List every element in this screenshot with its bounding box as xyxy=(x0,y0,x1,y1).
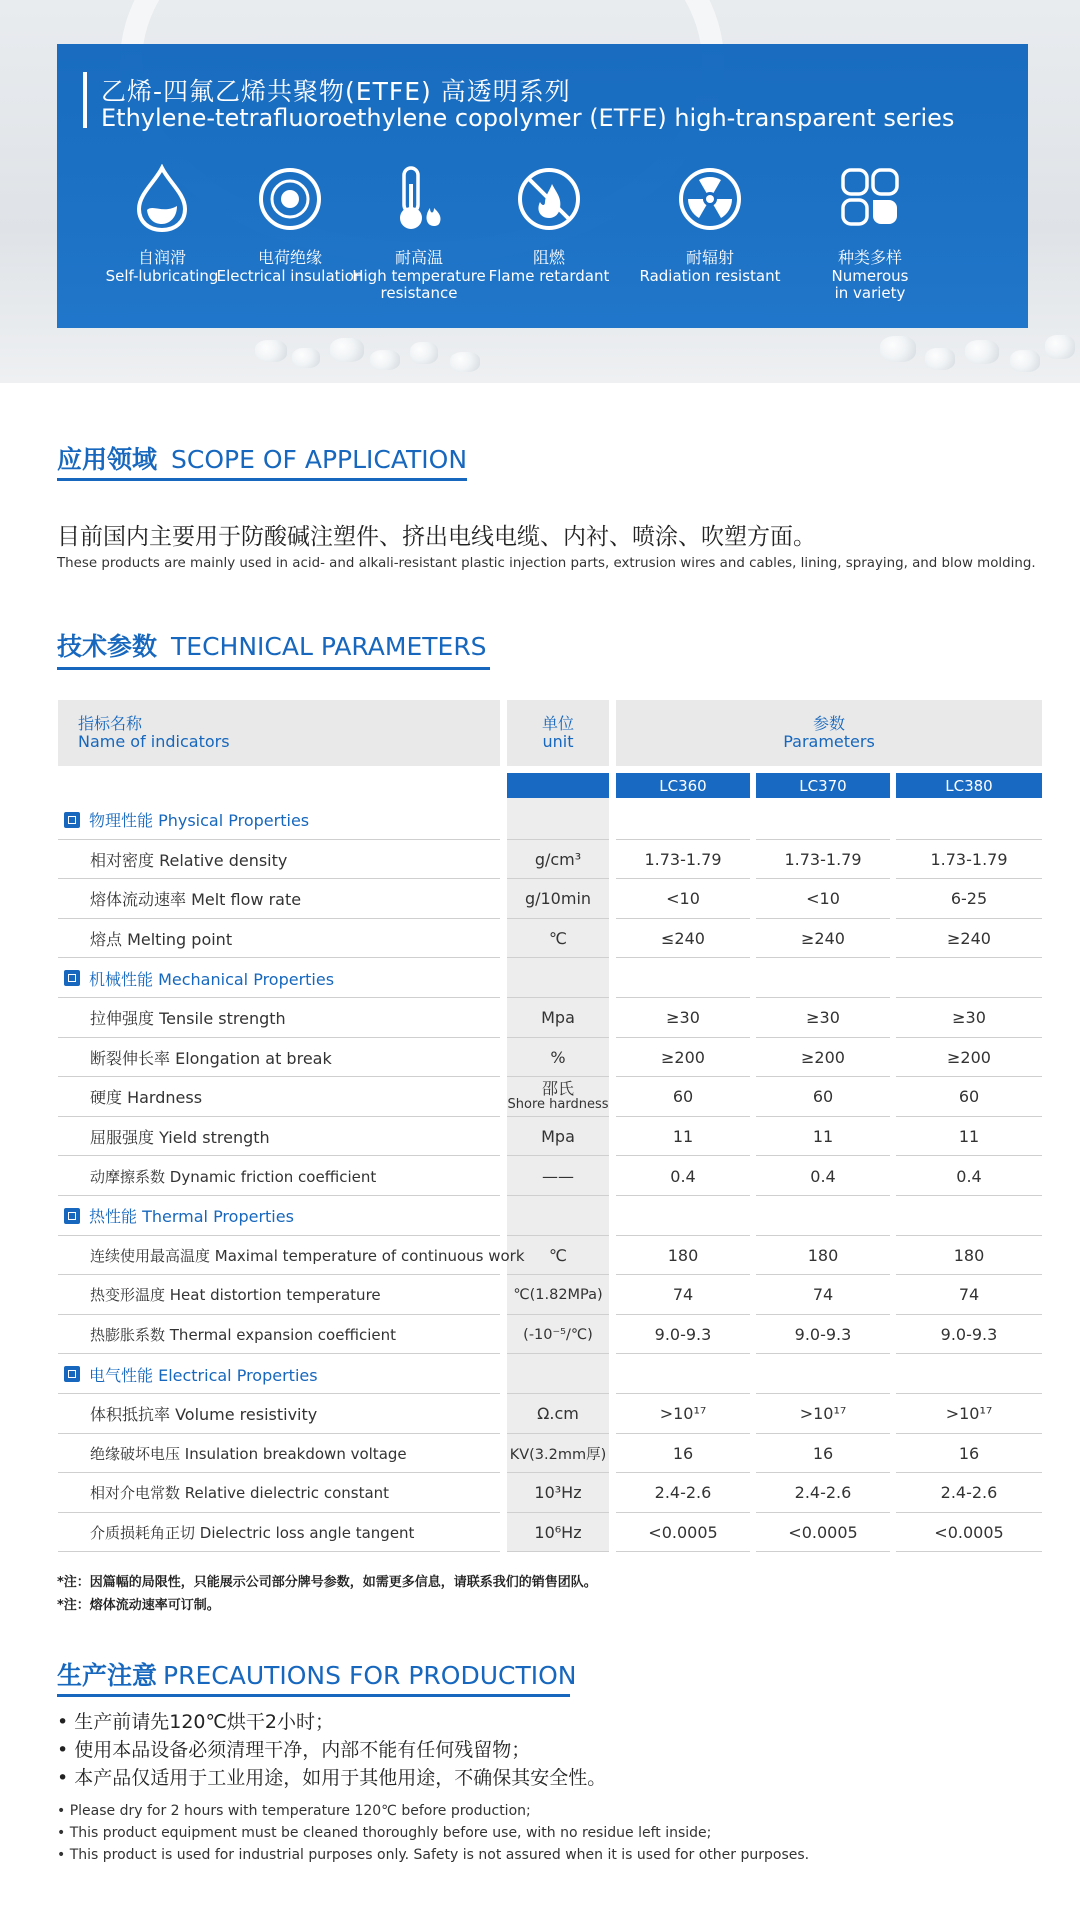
value-cell-lc380: 16 xyxy=(958,1443,980,1463)
feature-label-en: High temperature resistance xyxy=(352,267,486,302)
tech-title-en: TECHNICAL PARAMETERS xyxy=(171,632,487,661)
precaution-item-cn: • 使用本品设备必须清理干净，内部不能有任何残留物； xyxy=(57,1739,531,1761)
unit-cell: 10³Hz xyxy=(534,1483,582,1503)
no-fire-icon xyxy=(514,164,584,234)
value-cell-lc380: 60 xyxy=(958,1087,980,1107)
pellet xyxy=(255,340,287,362)
parameter-name: 熔点 Melting point xyxy=(90,930,233,950)
value-cell-lc380: 180 xyxy=(953,1245,985,1265)
prec-title-cn: 生产注意 xyxy=(57,1661,158,1690)
value-cell-lc360: >10¹⁷ xyxy=(659,1404,707,1424)
unit-cell: —— xyxy=(542,1166,574,1186)
insulation-icon xyxy=(255,164,325,234)
value-cell-lc380: 1.73-1.79 xyxy=(930,849,1008,869)
unit-cell: Mpa xyxy=(541,1127,575,1147)
value-cell-lc380: 11 xyxy=(958,1127,980,1147)
thermometer-flame-icon xyxy=(384,164,454,234)
precaution-item-cn: • 本产品仅适用于工业用途，如用于其他用途，不确保其安全性。 xyxy=(57,1767,607,1789)
feature-label-en: Numerous in variety xyxy=(831,267,909,302)
unit-cell: (-10⁻⁵/℃) xyxy=(523,1326,593,1343)
feature-list xyxy=(57,164,1028,324)
parameter-name: 热变形温度 Heat distortion temperature xyxy=(90,1286,381,1305)
header-params-en: Parameters xyxy=(783,732,875,751)
value-cell-lc360: 74 xyxy=(672,1285,694,1305)
value-cell-lc370: 2.4-2.6 xyxy=(794,1483,852,1503)
value-cell-lc380: 6-25 xyxy=(950,889,988,909)
grade-tab-lc370: LC370 xyxy=(756,773,890,798)
pellet xyxy=(370,350,400,370)
category-icon xyxy=(64,1366,80,1382)
header-unit-cn: 单位 xyxy=(541,714,574,733)
parameter-name: 介质损耗角正切 Dielectric loss angle tangent xyxy=(90,1524,415,1543)
scope-text-cn: 目前国内主要用于防酸碱注塑件、挤出电线电缆、内衬、喷涂、吹塑方面。 xyxy=(57,524,816,550)
value-cell-lc360: ≤240 xyxy=(661,929,705,949)
unit-cell: % xyxy=(550,1047,566,1067)
unit-cell xyxy=(507,1077,609,1117)
parameter-name: 连续使用最高温度 Maximal temperature of continuous work xyxy=(90,1246,525,1265)
feature-label-cn: 耐高温 xyxy=(394,248,443,267)
precaution-item-en: • This product is used for industrial purposes only. Safety is not assured when it is used for other purposes. xyxy=(57,1847,810,1863)
value-cell-lc370: ≥240 xyxy=(801,929,845,949)
feature-radiation-resistant xyxy=(630,164,790,285)
value-cell-lc370: 1.73-1.79 xyxy=(784,849,862,869)
category-name: 电气性能 Electrical Properties xyxy=(89,1365,318,1385)
unit-subtext: Shore hardness xyxy=(507,1096,609,1112)
unit-cell: 10⁶Hz xyxy=(534,1523,582,1543)
precautions-heading xyxy=(57,1656,576,1692)
droplet-icon xyxy=(127,164,197,234)
category-icon xyxy=(64,970,80,986)
value-cell-lc380: 74 xyxy=(958,1285,980,1305)
pellet xyxy=(925,348,955,370)
table-note: *注：熔体流动速率可订制。 xyxy=(57,1598,220,1613)
value-cell-lc370: 180 xyxy=(807,1245,839,1265)
value-cell-lc380: 9.0-9.3 xyxy=(940,1325,998,1345)
value-cell-lc360: 16 xyxy=(672,1443,694,1463)
value-cell-lc370: 9.0-9.3 xyxy=(794,1325,852,1345)
title-accent-bar xyxy=(83,72,87,128)
value-cell-lc370: 74 xyxy=(812,1285,834,1305)
value-cell-lc360: 180 xyxy=(667,1245,699,1265)
pellet xyxy=(330,338,364,362)
pellet xyxy=(292,348,320,368)
parameter-name: 熔体流动速率 Melt flow rate xyxy=(90,890,302,910)
category-row-label xyxy=(64,1354,318,1394)
value-cell-lc360: 60 xyxy=(672,1087,694,1107)
unit-cell: Mpa xyxy=(541,1008,575,1028)
parameter-name: 相对介电常数 Relative dielectric constant xyxy=(90,1484,390,1503)
header-unit-en: unit xyxy=(542,732,574,751)
precaution-item-en: • This product equipment must be cleaned thoroughly before use, with no residue left inside; xyxy=(57,1825,712,1841)
precaution-item-cn: • 生产前请先120℃烘干2小时； xyxy=(57,1711,334,1733)
value-cell-lc370: 16 xyxy=(812,1443,834,1463)
tech-heading xyxy=(57,627,487,663)
category-name: 热性能 Thermal Properties xyxy=(89,1207,294,1227)
value-cell-lc380: 2.4-2.6 xyxy=(940,1483,998,1503)
scope-heading xyxy=(57,440,467,476)
parameter-name: 相对密度 Relative density xyxy=(90,850,288,870)
value-cell-lc360: 11 xyxy=(672,1127,694,1147)
pellet xyxy=(880,336,916,362)
unit-tab xyxy=(507,773,609,798)
parameter-name: 动摩擦系数 Dynamic friction coefficient xyxy=(90,1167,377,1186)
unit-cell: ℃(1.82MPa) xyxy=(513,1286,603,1303)
category-name: 物理性能 Physical Properties xyxy=(89,811,310,831)
scope-title-en: SCOPE OF APPLICATION xyxy=(171,445,468,474)
feature-label-en: Electrical insulation xyxy=(216,267,364,285)
value-cell-lc360: <10 xyxy=(666,889,700,909)
unit-cell: KV(3.2mm厚) xyxy=(509,1446,607,1463)
value-cell-lc370: ≥200 xyxy=(801,1047,845,1067)
value-cell-lc380: ≥240 xyxy=(947,929,991,949)
unit-cell: ℃ xyxy=(549,929,567,949)
category-icon xyxy=(64,812,80,828)
parameter-name: 拉伸强度 Tensile strength xyxy=(90,1009,286,1029)
value-cell-lc360: ≥200 xyxy=(661,1047,705,1067)
header-name-en: Name of indicators xyxy=(78,732,230,751)
unit-cell: g/10min xyxy=(524,889,592,909)
value-cell-lc370: >10¹⁷ xyxy=(799,1404,847,1424)
feature-label-en: Radiation resistant xyxy=(639,267,781,285)
value-cell-lc380: ≥200 xyxy=(947,1047,991,1067)
value-cell-lc360: 1.73-1.79 xyxy=(644,849,722,869)
pellet xyxy=(1010,350,1040,372)
hero-panel xyxy=(57,44,1028,328)
radiation-icon xyxy=(675,164,745,234)
value-cell-lc360: 2.4-2.6 xyxy=(654,1483,712,1503)
value-cell-lc380: 0.4 xyxy=(956,1166,982,1186)
parameter-name: 绝缘破坏电压 Insulation breakdown voltage xyxy=(90,1444,407,1463)
value-cell-lc370: <0.0005 xyxy=(788,1523,858,1543)
header-params-cell xyxy=(616,700,1042,766)
header-params-cn: 参数 xyxy=(812,714,845,733)
pellet xyxy=(450,352,480,372)
value-cell-lc370: <10 xyxy=(806,889,840,909)
tech-title-cn: 技术参数 xyxy=(57,632,158,661)
category-row-label xyxy=(64,1196,294,1236)
feature-label-cn: 阻燃 xyxy=(532,248,565,267)
feature-label-cn: 种类多样 xyxy=(837,248,902,267)
pellet xyxy=(1045,335,1075,359)
variety-grid-icon xyxy=(835,164,905,234)
value-cell-lc370: 11 xyxy=(812,1127,834,1147)
value-cell-lc380: ≥30 xyxy=(952,1008,986,1028)
hero-title-en: Ethylene-tetrafluoroethylene copolymer (ETFE) high-transparent series xyxy=(101,104,955,132)
unit-cell: Ω.cm xyxy=(537,1404,579,1424)
value-cell-lc380: >10¹⁷ xyxy=(945,1404,993,1424)
pellet xyxy=(410,342,438,364)
unit-cell: ℃ xyxy=(549,1245,567,1265)
header-name-cell xyxy=(58,700,500,766)
feature-label-cn: 自润滑 xyxy=(137,248,186,267)
grade-tab-lc380: LC380 xyxy=(896,773,1042,798)
category-row-label xyxy=(64,958,334,998)
feature-label-en: Self-lubricating xyxy=(105,267,219,285)
prec-title-en: PRECAUTIONS FOR PRODUCTION xyxy=(163,1661,577,1690)
category-row-label xyxy=(64,800,309,840)
parameter-name: 体积抵抗率 Volume resistivity xyxy=(90,1405,318,1425)
scope-underline xyxy=(57,478,467,481)
feature-flame-retardant xyxy=(469,164,629,285)
feature-label-en: Flame retardant xyxy=(488,267,610,285)
unit-cell: g/cm³ xyxy=(534,849,582,869)
hero-title-cn: 乙烯-四氟乙烯共聚物(ETFE) 高透明系列 xyxy=(101,77,571,106)
value-cell-lc370: ≥30 xyxy=(806,1008,840,1028)
header-name-cn: 指标名称 xyxy=(78,714,143,733)
precautions-underline xyxy=(57,1694,570,1697)
header-unit-cell xyxy=(507,700,609,766)
scope-text-en: These products are mainly used in acid- and alkali-resistant plastic injection parts, extrusion wires and cables, lining, spraying, and blow molding. xyxy=(57,556,1036,571)
unit-text: 邵氏 xyxy=(541,1078,574,1098)
value-cell-lc370: 60 xyxy=(812,1087,834,1107)
feature-numerous-variety xyxy=(790,164,950,302)
value-cell-lc370: 0.4 xyxy=(810,1166,836,1186)
parameter-name: 热膨胀系数 Thermal expansion coefficient xyxy=(90,1326,396,1345)
value-cell-lc360: 0.4 xyxy=(670,1166,696,1186)
feature-label-cn: 电荷绝缘 xyxy=(257,248,322,267)
precaution-item-en: • Please dry for 2 hours with temperature 120℃ before production; xyxy=(57,1803,531,1819)
parameter-name: 断裂伸长率 Elongation at break xyxy=(90,1048,332,1068)
scope-title-cn: 应用领域 xyxy=(57,445,158,474)
feature-label-cn: 耐辐射 xyxy=(685,248,734,267)
parameter-name: 屈服强度 Yield strength xyxy=(90,1128,270,1148)
value-cell-lc360: 9.0-9.3 xyxy=(654,1325,712,1345)
table-note: *注：因篇幅的局限性，只能展示公司部分牌号参数，如需更多信息，请联系我们的销售团队。 xyxy=(57,1575,597,1590)
value-cell-lc360: ≥30 xyxy=(666,1008,700,1028)
category-icon xyxy=(64,1208,80,1224)
pellet xyxy=(965,340,999,364)
category-name: 机械性能 Mechanical Properties xyxy=(89,969,335,989)
tech-underline xyxy=(57,667,490,670)
value-cell-lc380: <0.0005 xyxy=(934,1523,1004,1543)
parameter-name: 硬度 Hardness xyxy=(90,1088,203,1108)
grade-tab-lc360: LC360 xyxy=(616,773,750,798)
value-cell-lc360: <0.0005 xyxy=(648,1523,718,1543)
